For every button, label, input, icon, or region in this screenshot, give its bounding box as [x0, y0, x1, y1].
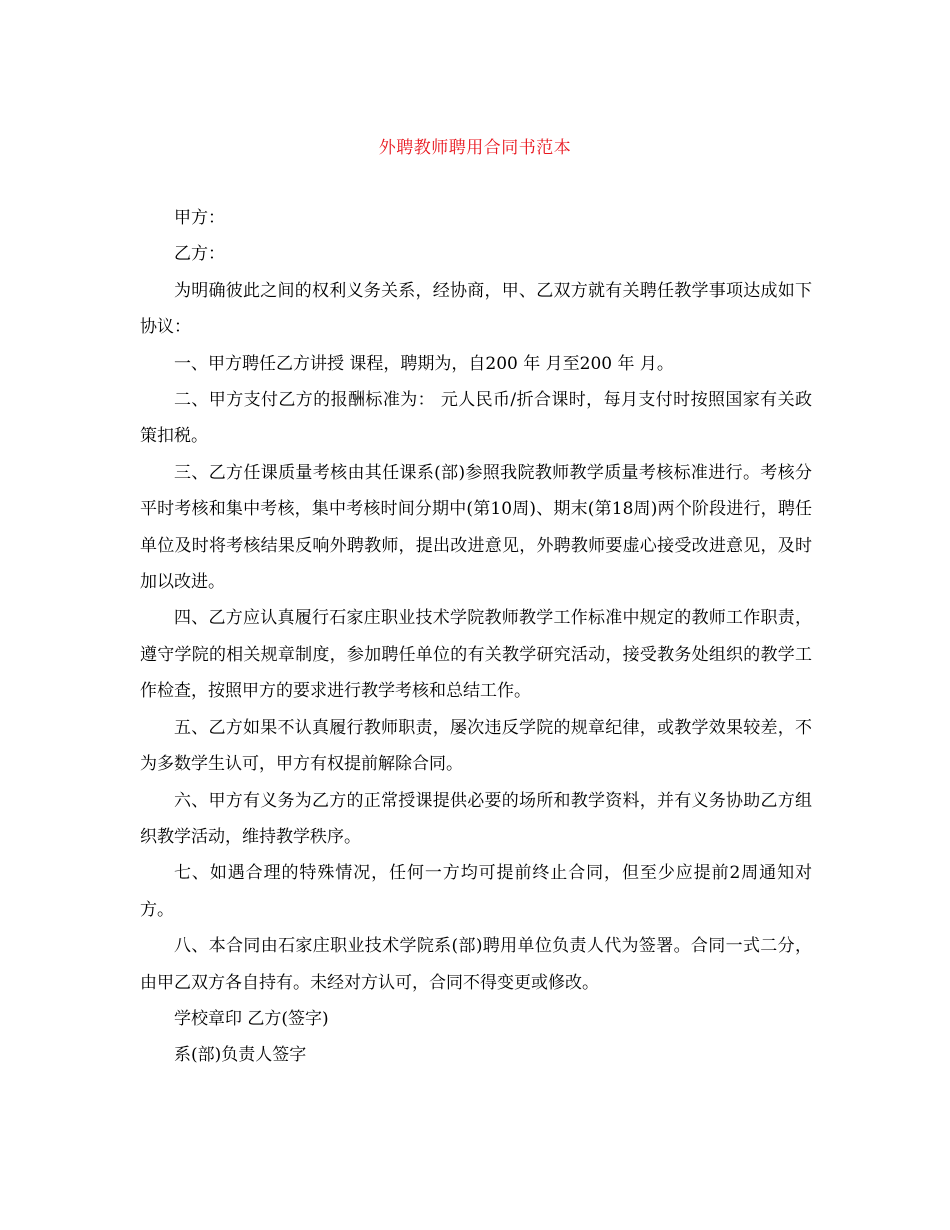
clause-1: 一、甲方聘任乙方讲授 课程，聘期为，自200 年 月至200 年 月。: [174, 353, 674, 374]
clause-8: 八、本合同由石家庄职业技术学院系(部)聘用单位负责人代为签署。合同一式二分，由甲乙双方各自持有。未经对方认可，合同不得变更或修改。: [140, 936, 812, 993]
preamble-paragraph: 为明确彼此之间的权利义务关系，经协商，甲、乙双方就有关聘任教学事项达成如下协议：: [140, 280, 812, 338]
signature-line-school: 学校章印 乙方(签字): [174, 1008, 329, 1029]
clause-6: 六、甲方有义务为乙方的正常授课提供必要的场所和教学资料，并有义务协助乙方组织教学活动，维持教学秩序。: [140, 790, 812, 847]
clause-4: 四、乙方应认真履行石家庄职业技术学院教师教学工作标准中规定的教师工作职责，遵守学院的相关规章制度，参加聘任单位的有关教学研究活动，接受教务处组织的教学工作检查，按照甲方的要求进行教学考核和总结工作。: [140, 608, 812, 702]
clause-7: 七、如遇合理的特殊情况，任何一方均可提前终止合同，但至少应提前2周通知对方。: [140, 863, 812, 920]
party-b-line: 乙方：: [174, 244, 225, 265]
party-a-line: 甲方：: [174, 208, 225, 228]
clause-5: 五、乙方如果不认真履行教师职责，屡次违反学院的规章纪律，或教学效果较差，不为多数学生认可，甲方有权提前解除合同。: [140, 717, 812, 775]
document-body: [140, 200, 812, 1074]
clause-2: 二、甲方支付乙方的报酬标准为： 元人民币/折合课时，每月支付时按照国家有关政策扣税。: [140, 390, 812, 447]
signature-line-department: 系(部)负责人签字: [174, 1045, 307, 1066]
clause-3: 三、乙方任课质量考核由其任课系(部)参照我院教师教学质量考核标准进行。考核分平时考核和集中考核，集中考核时间分期中(第10周)、期末(第18周)两个阶段进行，聘任单位及时将考核结果反响外聘教师，提出改进意见，外聘教师要虚心接受改进意见，及时加以改进。: [140, 462, 812, 593]
document-title: 外聘教师聘用合同书范本: [378, 138, 572, 158]
